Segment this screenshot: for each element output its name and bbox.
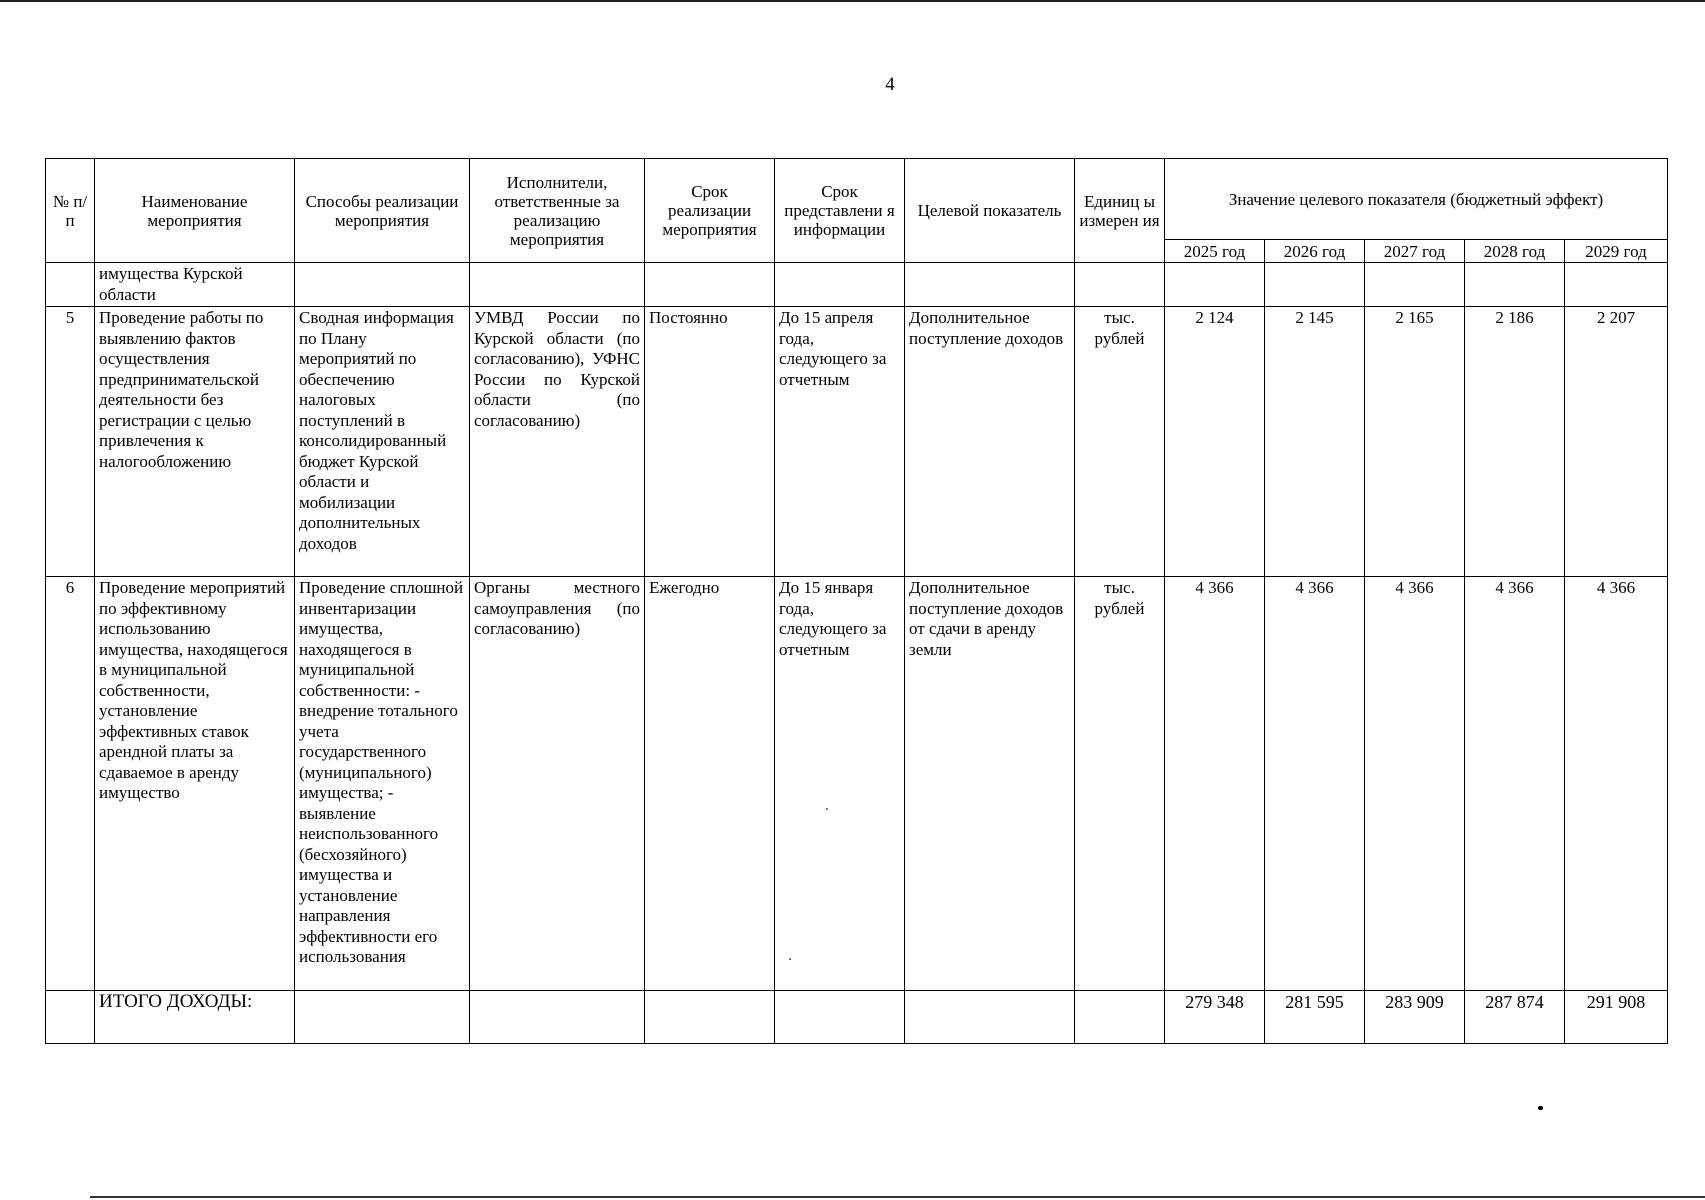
row-number: 6	[46, 577, 95, 991]
measure-unit: тыс. рублей	[1075, 577, 1165, 991]
header-report-term: Срок представлени я информации	[775, 159, 905, 263]
budget-measures-table	[45, 158, 1668, 1044]
header-num: № п/п	[46, 159, 95, 263]
header-year-2028: 2028 год	[1465, 240, 1565, 263]
measure-executors: УМВД России по Курской области (по согласованию), УФНС России по Курской области (по согласованию)	[470, 307, 645, 577]
header-year-2025: 2025 год	[1165, 240, 1265, 263]
scan-edge-bottom	[90, 1196, 1705, 1198]
measure-unit: тыс. рублей	[1075, 307, 1165, 577]
table-row	[46, 307, 1668, 577]
scan-speck	[826, 808, 828, 810]
total-2029: 291 908	[1565, 991, 1668, 1044]
value-2029: 4 366	[1565, 577, 1668, 991]
measure-methods: Проведение сплошной инвентаризации имущества, находящегося в муниципальной собственности: - внедрение тотального учета государственного (муниципального) имущества; - выявление неиспользованного (бесхозяйного) имущества и установление направления эффективности его использования	[295, 577, 470, 991]
value-2027: 2 165	[1365, 307, 1465, 577]
value-2027: 4 366	[1365, 577, 1465, 991]
value-2025: 2 124	[1165, 307, 1265, 577]
measure-term: Ежегодно	[645, 577, 775, 991]
total-2026: 281 595	[1265, 991, 1365, 1044]
measure-report-term: До 15 января года, следующего за отчетным	[775, 577, 905, 991]
total-row	[46, 991, 1668, 1044]
page-number: 4	[885, 74, 895, 95]
value-2026: 4 366	[1265, 577, 1365, 991]
measure-name: Проведение мероприятий по эффективному использованию имущества, находящегося в муниципальной собственности, установление эффективных ставок арендной платы за сдаваемое в аренду имущество	[95, 577, 295, 991]
header-year-2029: 2029 год	[1565, 240, 1668, 263]
value-2028: 4 366	[1465, 577, 1565, 991]
continuation-row	[46, 263, 1668, 307]
header-unit: Единиц ы измерен ия	[1075, 159, 1165, 263]
total-label: ИТОГО ДОХОДЫ:	[95, 991, 295, 1044]
value-2026: 2 145	[1265, 307, 1365, 577]
header-term: Срок реализации мероприятия	[645, 159, 775, 263]
measure-executors: Органы местного самоуправления (по согласованию)	[470, 577, 645, 991]
scan-edge-top	[0, 0, 1705, 2]
measure-name: Проведение работы по выявлению фактов осуществления предпринимательской деятельности без регистрации с целью привлечения к налогообложению	[95, 307, 295, 577]
cell-num	[46, 263, 95, 307]
measure-indicator: Дополнительное поступление доходов	[905, 307, 1075, 577]
header-methods: Способы реализации мероприятия	[295, 159, 470, 263]
header-year-2027: 2027 год	[1365, 240, 1465, 263]
cell-name: имущества Курской области	[95, 263, 295, 307]
measure-term: Постоянно	[645, 307, 775, 577]
scan-dot-mark	[1538, 1106, 1543, 1110]
value-2029: 2 207	[1565, 307, 1668, 577]
total-2025: 279 348	[1165, 991, 1265, 1044]
header-year-2026: 2026 год	[1265, 240, 1365, 263]
value-2028: 2 186	[1465, 307, 1565, 577]
measure-report-term: До 15 апреля года, следующего за отчетным	[775, 307, 905, 577]
value-2025: 4 366	[1165, 577, 1265, 991]
table-row	[46, 577, 1668, 991]
header-value-group: Значение целевого показателя (бюджетный эффект)	[1165, 159, 1668, 240]
total-2028: 287 874	[1465, 991, 1565, 1044]
header-executors: Исполнители, ответственные за реализацию мероприятия	[470, 159, 645, 263]
scan-speck	[789, 958, 791, 960]
header-indicator: Целевой показатель	[905, 159, 1075, 263]
measure-indicator: Дополнительное поступление доходов от сдачи в аренду земли	[905, 577, 1075, 991]
measure-methods: Сводная информация по Плану мероприятий по обеспечению налоговых поступлений в консолидированный бюджет Курской области и мобилизации дополнительных доходов	[295, 307, 470, 577]
total-2027: 283 909	[1365, 991, 1465, 1044]
row-number: 5	[46, 307, 95, 577]
header-name: Наименование мероприятия	[95, 159, 295, 263]
